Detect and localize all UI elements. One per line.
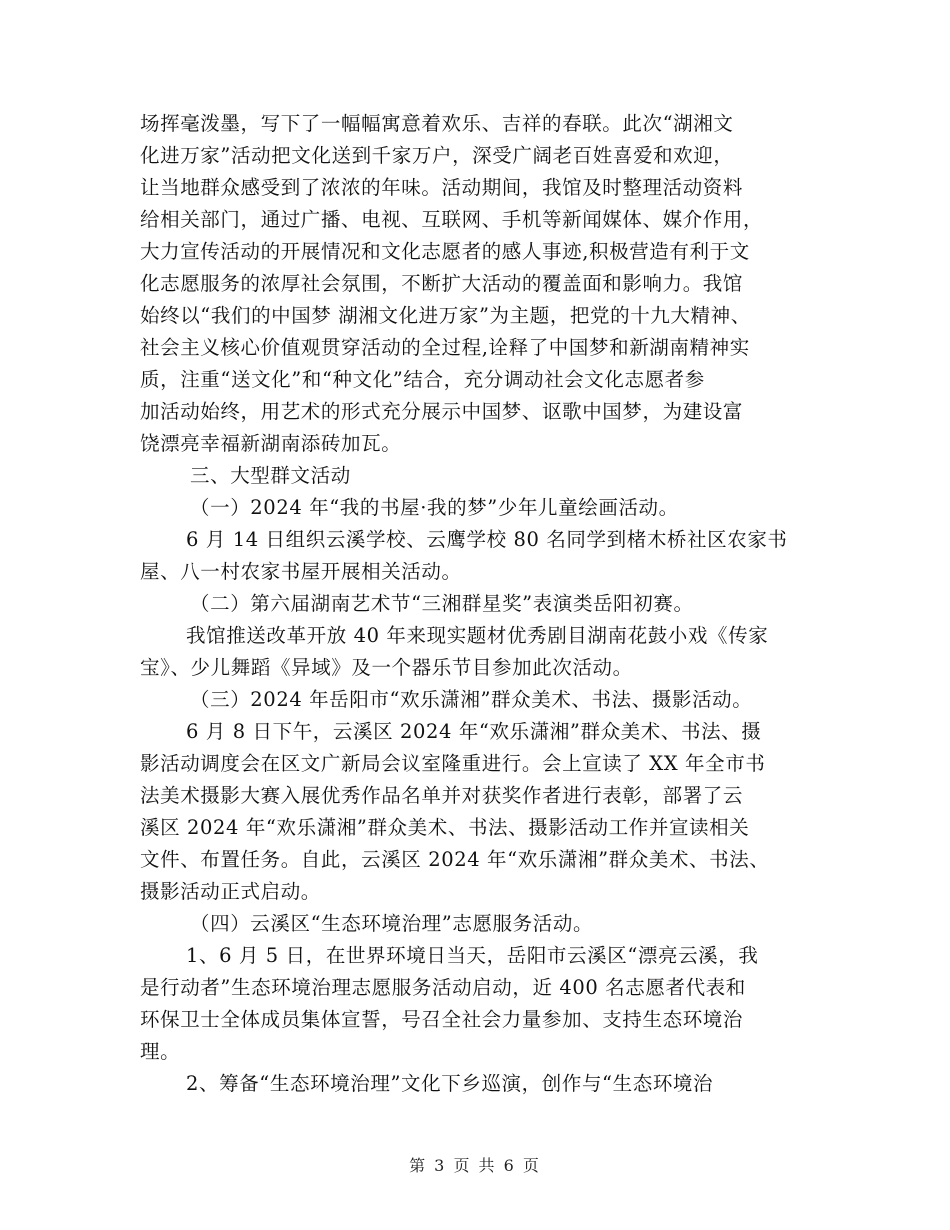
- page-number-footer: 第 3 页 共 6 页: [409, 1156, 541, 1175]
- document-body: [140, 108, 830, 1100]
- body-line: 6 月 8 日下午，云溪区 2024 年“欢乐潇湘”群众美术、书法、摄: [186, 720, 762, 743]
- body-line: 社会主义核心价值观贯穿活动的全过程,诠释了中国梦和新湖南精神实: [140, 336, 750, 359]
- body-line: 我馆推送改革开放 40 年来现实题材优秀剧目湖南花鼓小戏《传家: [186, 624, 769, 647]
- section-heading: 三、大型群文活动: [190, 464, 351, 487]
- body-line: 文件、布置任务。自此，云溪区 2024 年“欢乐潇湘”群众美术、书法、: [140, 848, 770, 871]
- body-line: 加活动始终，用艺术的形式充分展示中国梦、讴歌中国梦，为建设富: [140, 400, 744, 423]
- body-line: 质，注重“送文化”和“种文化”结合，充分调动社会文化志愿者参: [140, 368, 705, 391]
- body-line: 环保卫士全体成员集体宣誓，号召全社会力量参加、支持生态环境治: [140, 1008, 744, 1031]
- body-line: 2、筹备“生态环境治理”文化下乡巡演，创作与“生态环境治: [186, 1072, 714, 1095]
- body-line: 屋、八一村农家书屋开展相关活动。: [140, 560, 462, 583]
- body-line: 理。: [140, 1040, 181, 1063]
- body-line: 给相关部门，通过广播、电视、互联网、手机等新闻媒体、媒介作用，: [140, 208, 764, 231]
- subsection-heading: （二）第六届湖南艺术节“三湘群星奖”表演类岳阳初赛。: [190, 592, 694, 615]
- body-line: 宝》、少儿舞蹈《异域》及一个器乐节目参加此次活动。: [140, 656, 633, 679]
- body-line: 饶漂亮幸福新湖南添砖加瓦。: [140, 432, 402, 455]
- body-line: 法美术摄影大赛入展优秀作品名单并对获奖作者进行表彰，部署了云: [140, 784, 744, 807]
- body-line: 化进万家”活动把文化送到千家万户，深受广阔老百姓喜爱和欢迎，: [140, 144, 734, 167]
- subsection-heading: （一）2024 年“我的书屋·我的梦”少年儿童绘画活动。: [190, 496, 679, 519]
- body-line: 溪区 2024 年“欢乐潇湘”群众美术、书法、摄影活动工作并宣读相关: [140, 816, 750, 839]
- body-line: 场挥毫泼墨，写下了一幅幅寓意着欢乐、吉祥的春联。此次“湖湘文: [140, 112, 734, 135]
- body-line: 1、6 月 5 日，在世界环境日当天，岳阳市云溪区“漂亮云溪，我: [186, 944, 759, 967]
- body-line: 摄影活动正式启动。: [140, 880, 321, 903]
- body-line: 始终以“我们的中国梦 湖湘文化进万家”为主题，把党的十九大精神、: [140, 304, 751, 327]
- body-line: 大力宣传活动的开展情况和文化志愿者的感人事迹,积极营造有利于文: [140, 240, 750, 263]
- body-line: 是行动者”生态环境治理志愿服务活动启动，近 400 名志愿者代表和: [140, 976, 746, 999]
- body-line: 6 月 14 日组织云溪学校、云鹰学校 80 名同学到楮木桥社区农家书: [186, 528, 788, 551]
- body-line: 让当地群众感受到了浓浓的年味。活动期间，我馆及时整理活动资料: [140, 176, 744, 199]
- subsection-heading: （四）云溪区“生态环境治理”志愿服务活动。: [190, 912, 594, 935]
- subsection-heading: （三）2024 年岳阳市“欢乐潇湘”群众美术、书法、摄影活动。: [190, 688, 753, 711]
- body-line: 化志愿服务的浓厚社会氛围，不断扩大活动的覆盖面和影响力。我馆: [140, 272, 744, 295]
- body-line: 影活动调度会在区文广新局会议室隆重进行。会上宣读了 XX 年全市书: [140, 752, 766, 775]
